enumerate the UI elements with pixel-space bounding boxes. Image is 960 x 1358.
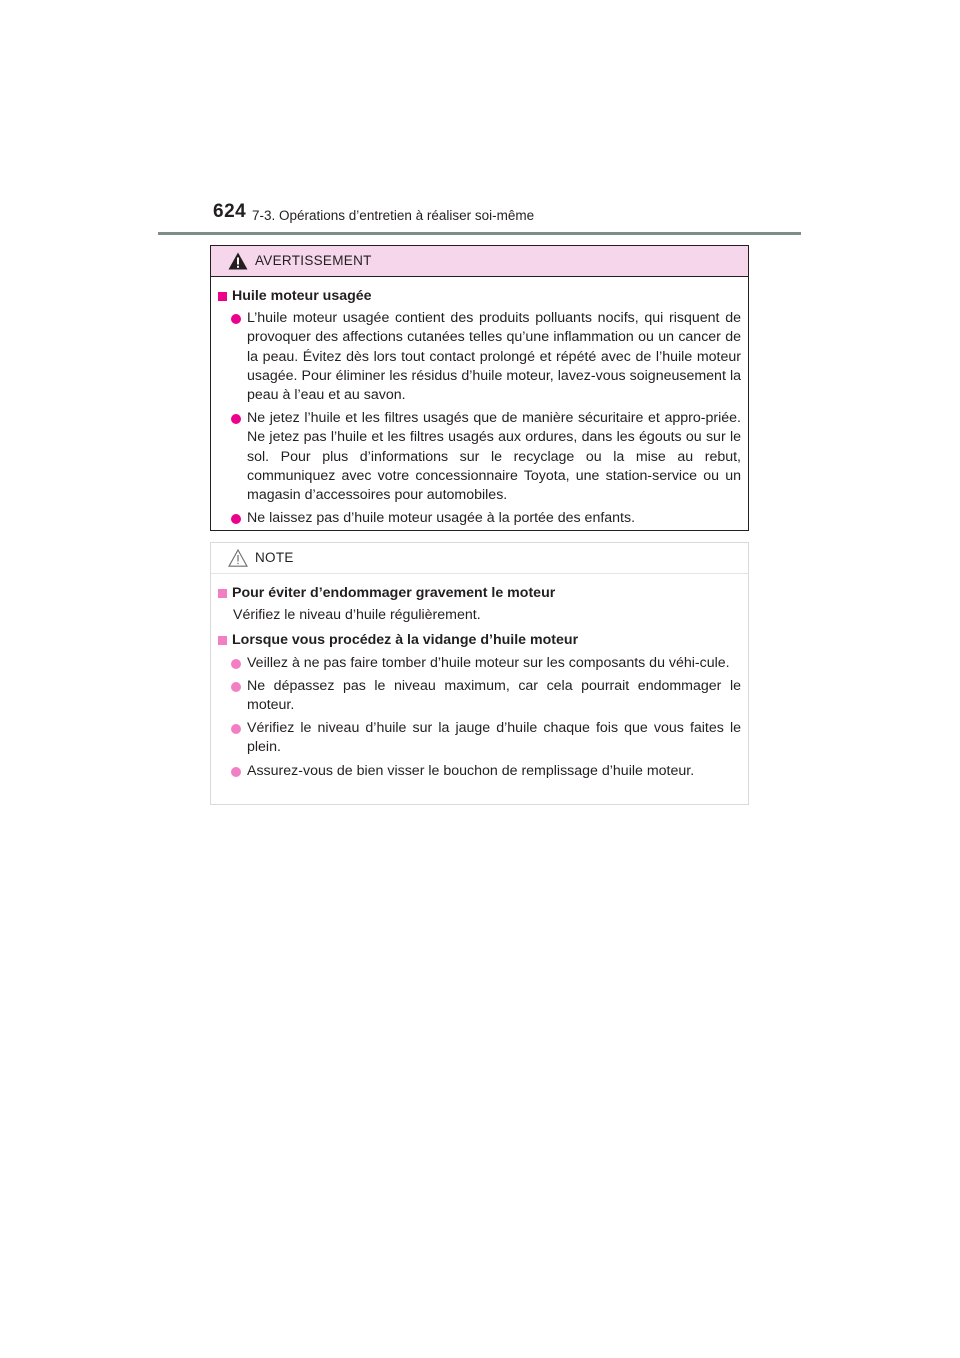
page-header	[0, 0, 960, 240]
header-divider	[158, 232, 801, 235]
list-item	[217, 409, 741, 505]
note-heading-2-text: Lorsque vous procédez à la vidange d’huile moteur	[232, 632, 579, 649]
warning-heading	[217, 287, 741, 306]
list-item-text: L’huile moteur usagée contient des produits polluants nocifs, qui risquent de provoquer des affections cutanées telles qu’une inflammation ou un cancer de la peau. Évitez dès lors tout contact prolongé et répété avec de l’huile moteur usagée. Pour éliminer les résidus d’huile moteur, lavez-vous soigneusement la peau à l’eau et au savon.	[247, 310, 741, 404]
note-box-title: NOTE	[255, 550, 294, 565]
note-paragraph: Vérifiez le niveau d’huile régulièrement.	[233, 607, 481, 624]
list-item-text: Ne jetez l’huile et les filtres usagés que de manière sécuritaire et appro-priée. Ne jetez pas l’huile et les filtres usagés aux ordures, dans les égouts ou sur le sol. Pour plus d’informations sur le recyclage ou la mise au rebut, communiquez avec votre concessionnaire Toyota, une station-service ou un magasin d’accessoires pour automobiles.	[247, 410, 741, 504]
round-bullet-icon	[231, 414, 241, 424]
list-item	[217, 677, 741, 715]
list-item	[217, 762, 741, 781]
note-heading-1	[217, 584, 741, 603]
section-title: 7-3. Opérations d’entretien à réaliser soi-même	[252, 208, 535, 223]
warning-box-title: AVERTISSEMENT	[255, 253, 372, 268]
round-bullet-icon	[231, 767, 241, 777]
round-bullet-icon	[231, 659, 241, 669]
round-bullet-icon	[231, 514, 241, 524]
square-bullet-icon	[218, 292, 227, 301]
square-bullet-icon	[218, 636, 227, 645]
note-heading-2	[217, 631, 741, 650]
list-item	[217, 509, 741, 528]
note-box	[210, 542, 749, 805]
page-number: 624	[213, 201, 247, 222]
note-heading-1-text: Pour éviter d’endommager gravement le moteur	[232, 585, 556, 601]
warning-box-body	[211, 277, 748, 528]
note-box-header	[211, 543, 748, 574]
list-item	[217, 719, 741, 757]
round-bullet-icon	[231, 682, 241, 692]
list-item-text: Veillez à ne pas faire tomber d’huile moteur sur les composants du véhi-cule.	[247, 654, 730, 671]
list-item	[217, 309, 741, 405]
warning-heading-text: Huile moteur usagée	[232, 288, 372, 304]
warning-box-header	[211, 246, 748, 277]
list-item-text: Ne dépassez pas le niveau maximum, car cela pourrait endommager le moteur.	[247, 677, 741, 714]
list-item-text: Assurez-vous de bien visser le bouchon de remplissage d’huile moteur.	[247, 762, 695, 779]
warning-triangle-filled-icon	[228, 252, 248, 270]
note-box-body	[211, 574, 748, 781]
round-bullet-icon	[231, 724, 241, 734]
square-bullet-icon	[218, 589, 227, 598]
warning-box	[210, 245, 749, 531]
caution-triangle-outline-icon	[228, 549, 248, 567]
list-item-text: Ne laissez pas d’huile moteur usagée à la portée des enfants.	[247, 510, 636, 527]
list-item	[217, 654, 741, 673]
list-item-text: Vérifiez le niveau d’huile sur la jauge d’huile chaque fois que vous faites le plein.	[247, 720, 741, 756]
round-bullet-icon	[231, 314, 241, 324]
